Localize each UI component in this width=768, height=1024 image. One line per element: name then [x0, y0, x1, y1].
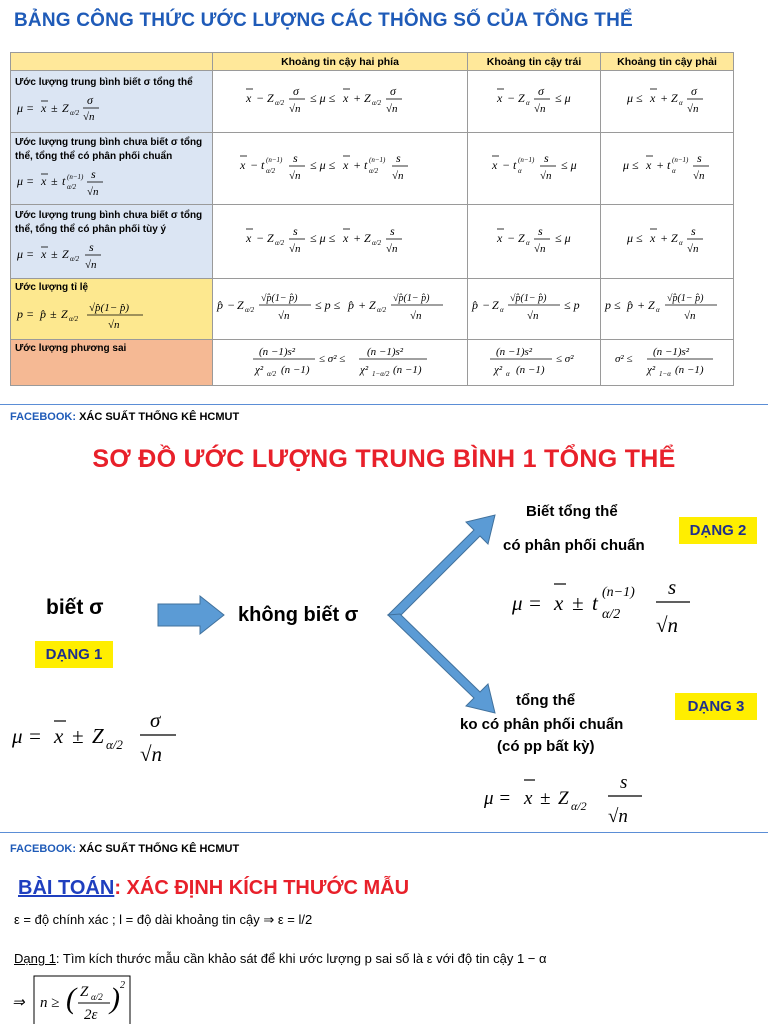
- svg-text:(n−1): (n−1): [369, 156, 386, 164]
- svg-text:±: ±: [51, 101, 58, 116]
- svg-text:−: −: [482, 298, 491, 313]
- other-line1: tổng thể: [516, 692, 576, 709]
- svg-text:x: x: [41, 101, 47, 116]
- facebook-label: FACEBOOK:: [10, 411, 76, 423]
- svg-text:): ): [110, 982, 120, 1015]
- svg-text:α/2: α/2: [369, 167, 379, 175]
- svg-text:√n: √n: [656, 613, 679, 637]
- type1-text: Tìm kích thước mẫu cần khảo sát để khi ước lượng p sai số là ε với độ tin cậy 1 − α: [62, 951, 547, 966]
- row-label-text: Ước lượng trung bình chưa biết σ tổng thể, tổng thể có phân phối chuẩn: [15, 136, 203, 162]
- svg-text:x: x: [246, 91, 252, 105]
- svg-text:x: x: [646, 158, 652, 172]
- svg-text:t: t: [592, 591, 598, 615]
- facebook-text: XÁC SUẤT THỐNG KÊ HCMUT: [79, 843, 240, 855]
- svg-text:+: +: [637, 298, 646, 313]
- svg-text:≤ σ²: ≤ σ²: [556, 352, 574, 365]
- table-row: [11, 279, 734, 340]
- svg-text:μ =: μ =: [512, 591, 542, 615]
- right-cell: [601, 71, 734, 133]
- facebook-line: [10, 411, 239, 423]
- svg-text:(n −1): (n −1): [281, 363, 310, 376]
- section-divider: [0, 404, 768, 405]
- normal-line2: có phân phối chuẩn: [503, 537, 645, 554]
- svg-text:σ: σ: [691, 84, 697, 98]
- svg-text:⇒: ⇒: [12, 995, 25, 1011]
- svg-text:p̂: p̂: [40, 306, 46, 321]
- svg-text:μ ≤: μ ≤: [623, 158, 639, 172]
- table-row: [11, 71, 734, 133]
- svg-text:α/2: α/2: [275, 99, 285, 107]
- svg-text:≤ μ ≤: ≤ μ ≤: [310, 91, 336, 105]
- svg-text:Z: Z: [62, 246, 69, 261]
- svg-text:σ: σ: [390, 84, 396, 98]
- svg-text:α: α: [518, 167, 522, 175]
- right-cell: [601, 205, 734, 279]
- right-cell: [601, 133, 734, 205]
- svg-text:√n: √n: [289, 170, 301, 182]
- row-label-formula: [15, 93, 208, 127]
- svg-text:+: +: [353, 231, 362, 245]
- svg-text:α: α: [506, 369, 510, 378]
- svg-text:√n: √n: [140, 742, 163, 766]
- svg-text:α: α: [679, 239, 683, 247]
- formula-table: [10, 52, 734, 386]
- row-label: [11, 279, 213, 340]
- section-divider: [0, 832, 768, 833]
- svg-text:t: t: [667, 158, 671, 172]
- svg-text:Z: Z: [267, 231, 274, 245]
- svg-text:(n −1)s²: (n −1)s²: [496, 345, 533, 358]
- svg-text:s: s: [620, 772, 628, 793]
- svg-text:Z: Z: [237, 298, 244, 313]
- svg-text:α/2: α/2: [106, 737, 123, 752]
- svg-text:≤ μ ≤: ≤ μ ≤: [310, 158, 336, 172]
- svg-text:√p̂(1− p̂): √p̂(1− p̂): [261, 293, 298, 305]
- two-sided-cell: [213, 279, 468, 340]
- svg-text:s: s: [544, 151, 549, 165]
- svg-text:p̂: p̂: [217, 298, 223, 313]
- problem-title-key: BÀI TOÁN: [18, 877, 115, 899]
- svg-text:(n−1): (n−1): [266, 156, 283, 164]
- svg-text:√p̂(1− p̂): √p̂(1− p̂): [89, 301, 130, 314]
- svg-text:√p̂(1− p̂): √p̂(1− p̂): [393, 293, 430, 305]
- svg-text:(n −1): (n −1): [393, 363, 422, 376]
- svg-text:(n−1): (n−1): [518, 156, 535, 164]
- svg-text:Z: Z: [558, 788, 569, 809]
- normal-line1: Biết tổng thể: [526, 503, 618, 520]
- two-sided-cell: [213, 205, 468, 279]
- row-label-text: Ước lượng tỉ lệ: [15, 282, 89, 293]
- svg-text:√n: √n: [410, 310, 422, 323]
- svg-text:p̂: p̂: [472, 298, 478, 313]
- svg-text:α/2: α/2: [91, 992, 103, 1002]
- svg-text:√p̂(1− p̂): √p̂(1− p̂): [667, 293, 704, 305]
- row-label-text: Ước lượng phương sai: [15, 342, 127, 354]
- svg-text:σ² ≤: σ² ≤: [615, 352, 633, 365]
- svg-text:√n: √n: [693, 170, 705, 182]
- arrow-down-icon: [388, 614, 495, 713]
- svg-text:t: t: [513, 158, 517, 172]
- svg-text:χ²: χ²: [255, 363, 264, 376]
- svg-text:Z: Z: [364, 231, 371, 245]
- formula-type2: [510, 570, 730, 642]
- right-cell: [601, 339, 734, 385]
- svg-text:≤ σ² ≤: ≤ σ² ≤: [319, 352, 346, 365]
- row-label: [11, 205, 213, 279]
- svg-text:x: x: [343, 91, 349, 105]
- svg-text:≤ p: ≤ p: [564, 298, 580, 313]
- type2-badge: DẠNG 2: [679, 517, 757, 544]
- svg-text:(n−1): (n−1): [672, 156, 689, 164]
- svg-text:s: s: [538, 224, 543, 238]
- type1-line: Dạng 1: Tìm kích thước mẫu cần khảo sát để khi ước lượng p sai số là ε với độ tin cậy 1 − α: [14, 951, 547, 966]
- row-label-formula: [15, 241, 208, 275]
- svg-text:√n: √n: [687, 243, 699, 255]
- table-row: [11, 205, 734, 279]
- svg-text:μ =: μ =: [17, 101, 35, 116]
- svg-text:√n: √n: [534, 243, 546, 255]
- svg-text:x: x: [554, 591, 564, 615]
- svg-text:−: −: [256, 231, 265, 245]
- svg-text:(n−1): (n−1): [602, 585, 635, 600]
- svg-text:x: x: [492, 158, 498, 172]
- left-cell: [468, 279, 601, 340]
- svg-text:α/2: α/2: [267, 369, 277, 378]
- svg-text:x: x: [343, 231, 349, 245]
- svg-text:≤ p ≤: ≤ p ≤: [315, 298, 341, 313]
- left-cell: [468, 205, 601, 279]
- svg-text:√n: √n: [534, 103, 546, 115]
- svg-text:σ: σ: [87, 93, 93, 108]
- svg-text:s: s: [691, 224, 696, 238]
- header-right: Khoảng tin cậy phải: [601, 53, 734, 71]
- svg-text:α/2: α/2: [266, 167, 276, 175]
- svg-text:Z: Z: [364, 91, 371, 105]
- formula-type3: [482, 766, 702, 832]
- svg-text:x: x: [343, 158, 349, 172]
- svg-text:(: (: [66, 982, 76, 1015]
- table-row: [11, 339, 734, 385]
- svg-text:Z: Z: [518, 91, 525, 105]
- svg-text:μ =: μ =: [12, 724, 42, 748]
- other-line3: (có pp bất kỳ): [497, 738, 595, 755]
- svg-text:x: x: [41, 246, 47, 261]
- svg-text:t: t: [62, 173, 66, 188]
- svg-text:s: s: [697, 151, 702, 165]
- svg-text:σ: σ: [150, 708, 161, 732]
- svg-text:√n: √n: [684, 310, 696, 323]
- two-sided-cell: [213, 339, 468, 385]
- definition-line: ε = độ chính xác ; l = độ dài khoảng tin cậy ⇒ ε = l/2: [14, 912, 313, 927]
- svg-text:√n: √n: [87, 185, 99, 198]
- facebook-label: FACEBOOK:: [10, 843, 76, 855]
- svg-text:(n −1)s²: (n −1)s²: [259, 345, 296, 358]
- svg-text:σ: σ: [293, 84, 299, 98]
- two-sided-cell: [213, 133, 468, 205]
- svg-text:s: s: [668, 575, 677, 599]
- svg-text:α/2: α/2: [67, 182, 77, 191]
- table-title: BẢNG CÔNG THỨC ƯỚC LƯỢNG CÁC THÔNG SỐ CỦA TỔNG THỂ: [14, 10, 633, 31]
- svg-text:±: ±: [51, 246, 58, 261]
- svg-text:+: +: [656, 158, 665, 172]
- svg-text:√n: √n: [289, 103, 301, 115]
- svg-text:√n: √n: [527, 310, 539, 323]
- unknown-sigma-label: không biết σ: [238, 604, 359, 626]
- known-sigma-label: biết σ: [46, 596, 104, 619]
- svg-text:≤ μ: ≤ μ: [561, 158, 577, 172]
- svg-text:+: +: [353, 91, 362, 105]
- svg-text:−: −: [256, 91, 265, 105]
- svg-text:√n: √n: [386, 243, 398, 255]
- right-cell: [601, 279, 734, 340]
- svg-text:√n: √n: [608, 806, 628, 827]
- row-label-text: Ước lượng trung bình chưa biết σ tổng thể, tổng thể có phân phối tùy ý: [15, 209, 203, 235]
- svg-text:+: +: [353, 158, 362, 172]
- svg-text:x: x: [650, 91, 656, 105]
- svg-text:≤ μ: ≤ μ: [555, 91, 571, 105]
- svg-text:μ ≤: μ ≤: [627, 91, 643, 105]
- svg-text:α/2: α/2: [602, 607, 621, 622]
- svg-text:α/2: α/2: [372, 99, 382, 107]
- svg-text:s: s: [390, 224, 395, 238]
- svg-text:2ε: 2ε: [84, 1007, 98, 1023]
- svg-text:−: −: [507, 231, 516, 245]
- svg-text:√n: √n: [83, 111, 95, 124]
- table-row: [11, 133, 734, 205]
- svg-text:1−α: 1−α: [659, 369, 671, 378]
- svg-text:+: +: [660, 231, 669, 245]
- svg-text:p̂: p̂: [348, 298, 354, 313]
- svg-text:α: α: [526, 99, 530, 107]
- svg-text:α/2: α/2: [245, 306, 255, 315]
- svg-text:√n: √n: [687, 103, 699, 115]
- svg-text:x: x: [41, 173, 47, 188]
- svg-text:Z: Z: [80, 984, 89, 1000]
- svg-text:χ²: χ²: [360, 363, 369, 376]
- header-blank: [11, 53, 213, 71]
- left-cell: [468, 339, 601, 385]
- type1-key: Dạng 1: [14, 951, 56, 966]
- svg-text:±: ±: [572, 591, 584, 615]
- svg-text:√n: √n: [278, 310, 290, 323]
- facebook-line: [10, 843, 239, 855]
- svg-text:s: s: [293, 224, 298, 238]
- svg-text:χ²: χ²: [647, 363, 656, 376]
- svg-text:μ =: μ =: [17, 246, 35, 261]
- svg-text:s: s: [89, 240, 94, 254]
- svg-text:α/2: α/2: [571, 799, 587, 813]
- svg-text:α/2: α/2: [70, 254, 80, 263]
- svg-text:x: x: [54, 724, 64, 748]
- svg-text:s: s: [396, 151, 401, 165]
- two-sided-cell: [213, 71, 468, 133]
- svg-text:+: +: [358, 298, 367, 313]
- svg-text:±: ±: [72, 724, 84, 748]
- svg-text:Z: Z: [92, 724, 104, 748]
- svg-text:σ: σ: [538, 84, 544, 98]
- svg-text:p =: p =: [17, 306, 35, 321]
- svg-text:(n −1): (n −1): [516, 363, 545, 376]
- svg-text:Z: Z: [671, 231, 678, 245]
- svg-text:t: t: [261, 158, 265, 172]
- row-label-formula: [15, 299, 208, 337]
- svg-text:(n−1): (n−1): [67, 172, 84, 181]
- sample-size-formula: [10, 972, 160, 1024]
- svg-text:x: x: [497, 231, 503, 245]
- svg-text:n ≥: n ≥: [40, 995, 60, 1011]
- svg-text:2: 2: [120, 980, 125, 991]
- svg-text:α: α: [656, 306, 660, 315]
- svg-text:(n −1): (n −1): [675, 363, 704, 376]
- svg-text:√n: √n: [392, 170, 404, 182]
- svg-text:α/2: α/2: [377, 306, 387, 315]
- svg-text:α: α: [526, 239, 530, 247]
- svg-text:Z: Z: [61, 306, 68, 321]
- header-two-sided: Khoảng tin cậy hai phía: [213, 53, 468, 71]
- svg-text:Z: Z: [492, 298, 499, 313]
- svg-text:x: x: [246, 231, 252, 245]
- svg-text:Z: Z: [671, 91, 678, 105]
- svg-text:√p̂(1− p̂): √p̂(1− p̂): [510, 293, 547, 305]
- svg-text:χ²: χ²: [494, 363, 503, 376]
- header-left: Khoảng tin cậy trái: [468, 53, 601, 71]
- svg-text:Z: Z: [369, 298, 376, 313]
- row-label: [11, 339, 213, 385]
- svg-text:x: x: [524, 788, 533, 809]
- svg-text:μ =: μ =: [17, 173, 35, 188]
- svg-text:Z: Z: [648, 298, 655, 313]
- svg-text:−: −: [227, 298, 236, 313]
- svg-text:α/2: α/2: [275, 239, 285, 247]
- svg-text:±: ±: [51, 173, 58, 188]
- arrow-right-icon: [158, 596, 224, 634]
- svg-text:s: s: [293, 151, 298, 165]
- row-label: [11, 133, 213, 205]
- svg-text:≤ μ: ≤ μ: [555, 231, 571, 245]
- problem-title: BÀI TOÁN: XÁC ĐỊNH KÍCH THƯỚC MẪU: [18, 877, 410, 899]
- svg-text:±: ±: [540, 788, 551, 809]
- svg-text:α/2: α/2: [69, 314, 79, 323]
- formula-type1: [10, 705, 210, 767]
- svg-text:μ =: μ =: [484, 788, 512, 809]
- row-label: [11, 71, 213, 133]
- diagram-title: SƠ ĐỒ ƯỚC LƯỢNG TRUNG BÌNH 1 TỔNG THỂ: [92, 445, 676, 473]
- svg-text:1−α/2: 1−α/2: [372, 369, 390, 378]
- row-label-text: Ước lượng trung bình biết σ tổng thể: [15, 76, 193, 88]
- svg-text:√n: √n: [289, 243, 301, 255]
- svg-text:√n: √n: [540, 170, 552, 182]
- table-header-row: [11, 53, 734, 71]
- svg-text:α: α: [672, 167, 676, 175]
- svg-text:p ≤: p ≤: [605, 298, 621, 313]
- svg-text:(n −1)s²: (n −1)s²: [653, 345, 690, 358]
- svg-text:≤ μ ≤: ≤ μ ≤: [310, 231, 336, 245]
- svg-text:−: −: [502, 158, 511, 172]
- svg-text:(n −1)s²: (n −1)s²: [367, 345, 404, 358]
- other-line2: ko có phân phối chuẩn: [460, 716, 624, 733]
- svg-text:α: α: [679, 99, 683, 107]
- svg-text:±: ±: [50, 306, 57, 321]
- svg-text:t: t: [364, 158, 368, 172]
- svg-text:α: α: [500, 306, 504, 315]
- svg-text:s: s: [91, 167, 96, 181]
- svg-text:√n: √n: [85, 258, 97, 271]
- svg-text:p̂: p̂: [627, 298, 633, 313]
- row-label-formula: [15, 168, 208, 202]
- svg-text:+: +: [660, 91, 669, 105]
- arrow-up-icon: [388, 515, 495, 616]
- svg-text:x: x: [650, 231, 656, 245]
- svg-text:Z: Z: [62, 101, 69, 116]
- left-cell: [468, 133, 601, 205]
- svg-text:√n: √n: [108, 318, 120, 331]
- left-cell: [468, 71, 601, 133]
- svg-text:α/2: α/2: [70, 109, 80, 118]
- problem-title-value: XÁC ĐỊNH KÍCH THƯỚC MẪU: [126, 877, 410, 899]
- svg-text:Z: Z: [267, 91, 274, 105]
- svg-text:√n: √n: [386, 103, 398, 115]
- svg-text:μ ≤: μ ≤: [627, 231, 643, 245]
- svg-text:x: x: [240, 158, 246, 172]
- svg-text:α/2: α/2: [372, 239, 382, 247]
- type1-badge: DẠNG 1: [35, 641, 113, 668]
- svg-text:Z: Z: [518, 231, 525, 245]
- facebook-text: XÁC SUẤT THỐNG KÊ HCMUT: [79, 411, 240, 423]
- svg-text:−: −: [250, 158, 259, 172]
- svg-text:−: −: [507, 91, 516, 105]
- type3-badge: DẠNG 3: [675, 693, 757, 720]
- svg-text:x: x: [497, 91, 503, 105]
